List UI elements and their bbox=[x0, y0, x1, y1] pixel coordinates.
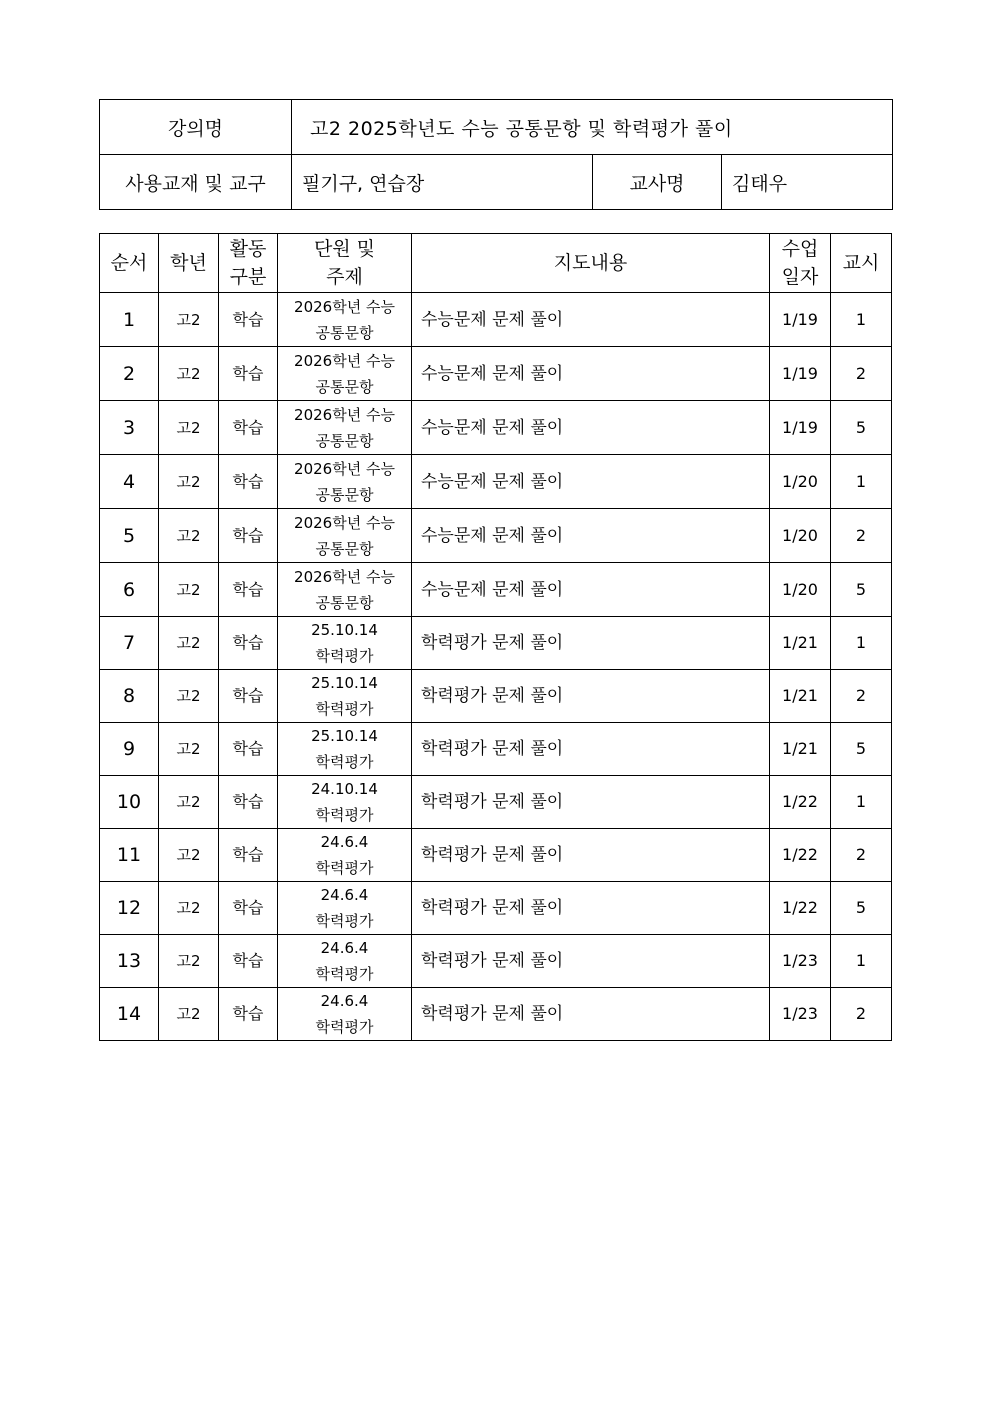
table-row bbox=[100, 509, 892, 563]
header-topic-line1: 단원 및 bbox=[313, 238, 376, 260]
cell-grade: 고2 bbox=[159, 617, 219, 670]
header-date bbox=[770, 234, 831, 293]
cell-activity: 학습 bbox=[219, 563, 278, 617]
header-grade: 학년 bbox=[159, 234, 219, 293]
cell-order: 11 bbox=[100, 829, 159, 882]
cell-period: 5 bbox=[831, 882, 892, 935]
cell-topic bbox=[278, 401, 412, 455]
cell-grade: 고2 bbox=[159, 670, 219, 723]
table-row bbox=[100, 776, 892, 829]
topic-line1: 24.6.4 bbox=[320, 992, 369, 1010]
topic-line1: 2026학년 수능 bbox=[294, 567, 395, 586]
header-topic bbox=[278, 234, 412, 293]
cell-grade: 고2 bbox=[159, 988, 219, 1041]
cell-topic bbox=[278, 455, 412, 509]
course-label: 강의명 bbox=[100, 100, 292, 155]
cell-activity: 학습 bbox=[219, 882, 278, 935]
topic-line1: 2026학년 수능 bbox=[294, 351, 395, 370]
cell-topic bbox=[278, 829, 412, 882]
materials-row bbox=[100, 155, 893, 210]
cell-order: 5 bbox=[100, 509, 159, 563]
topic-line1: 25.10.14 bbox=[311, 727, 378, 745]
table-row bbox=[100, 563, 892, 617]
topic-line2: 학력평가 bbox=[315, 1018, 374, 1036]
cell-order: 3 bbox=[100, 401, 159, 455]
materials-label: 사용교재 및 교구 bbox=[100, 155, 292, 210]
cell-grade: 고2 bbox=[159, 882, 219, 935]
cell-activity: 학습 bbox=[219, 617, 278, 670]
cell-topic bbox=[278, 882, 412, 935]
topic-line1: 2026학년 수능 bbox=[294, 459, 395, 478]
cell-grade: 고2 bbox=[159, 723, 219, 776]
cell-period: 5 bbox=[831, 401, 892, 455]
table-row bbox=[100, 401, 892, 455]
cell-period: 1 bbox=[831, 617, 892, 670]
cell-date: 1/19 bbox=[770, 401, 831, 455]
cell-content: 학력평가 문제 풀이 bbox=[412, 776, 770, 829]
cell-activity: 학습 bbox=[219, 829, 278, 882]
cell-period: 2 bbox=[831, 347, 892, 401]
cell-date: 1/23 bbox=[770, 935, 831, 988]
cell-period: 2 bbox=[831, 988, 892, 1041]
course-row bbox=[100, 100, 893, 155]
table-row bbox=[100, 617, 892, 670]
cell-order: 8 bbox=[100, 670, 159, 723]
cell-date: 1/20 bbox=[770, 509, 831, 563]
header-activity-line1: 활동 bbox=[229, 238, 267, 260]
cell-grade: 고2 bbox=[159, 293, 219, 347]
cell-period: 1 bbox=[831, 293, 892, 347]
topic-line2: 공통문항 bbox=[315, 485, 374, 504]
topic-line2: 학력평가 bbox=[315, 859, 374, 877]
cell-content: 수능문제 문제 풀이 bbox=[412, 347, 770, 401]
topic-line1: 2026학년 수능 bbox=[294, 513, 395, 532]
cell-date: 1/19 bbox=[770, 293, 831, 347]
cell-grade: 고2 bbox=[159, 347, 219, 401]
cell-order: 14 bbox=[100, 988, 159, 1041]
cell-order: 6 bbox=[100, 563, 159, 617]
cell-date: 1/21 bbox=[770, 723, 831, 776]
topic-line1: 25.10.14 bbox=[311, 621, 378, 639]
cell-period: 2 bbox=[831, 670, 892, 723]
course-value: 고2 2025학년도 수능 공통문항 및 학력평가 풀이 bbox=[292, 100, 893, 155]
topic-line2: 학력평가 bbox=[315, 647, 374, 665]
cell-topic bbox=[278, 935, 412, 988]
cell-content: 수능문제 문제 풀이 bbox=[412, 401, 770, 455]
cell-topic bbox=[278, 563, 412, 617]
cell-date: 1/22 bbox=[770, 829, 831, 882]
cell-topic bbox=[278, 776, 412, 829]
cell-activity: 학습 bbox=[219, 347, 278, 401]
cell-activity: 학습 bbox=[219, 988, 278, 1041]
cell-content: 수능문제 문제 풀이 bbox=[412, 455, 770, 509]
cell-content: 수능문제 문제 풀이 bbox=[412, 563, 770, 617]
cell-order: 1 bbox=[100, 293, 159, 347]
cell-period: 2 bbox=[831, 509, 892, 563]
cell-order: 12 bbox=[100, 882, 159, 935]
topic-line2: 공통문항 bbox=[315, 323, 374, 342]
cell-activity: 학습 bbox=[219, 509, 278, 563]
topic-line1: 24.6.4 bbox=[320, 886, 369, 904]
cell-topic bbox=[278, 293, 412, 347]
topic-line1: 25.10.14 bbox=[311, 674, 378, 692]
cell-order: 9 bbox=[100, 723, 159, 776]
header-topic-line2: 주제 bbox=[326, 266, 363, 288]
cell-period: 1 bbox=[831, 776, 892, 829]
cell-date: 1/22 bbox=[770, 882, 831, 935]
header-order: 순서 bbox=[100, 234, 159, 293]
header-content: 지도내용 bbox=[412, 234, 770, 293]
cell-content: 학력평가 문제 풀이 bbox=[412, 988, 770, 1041]
header-date-line2: 일자 bbox=[781, 266, 819, 288]
cell-date: 1/20 bbox=[770, 455, 831, 509]
cell-grade: 고2 bbox=[159, 509, 219, 563]
cell-grade: 고2 bbox=[159, 935, 219, 988]
topic-line2: 학력평가 bbox=[315, 806, 374, 824]
schedule-table bbox=[99, 233, 892, 1041]
cell-content: 학력평가 문제 풀이 bbox=[412, 670, 770, 723]
cell-order: 13 bbox=[100, 935, 159, 988]
schedule-body bbox=[100, 293, 892, 1041]
materials-value: 필기구, 연습장 bbox=[292, 155, 593, 210]
cell-period: 1 bbox=[831, 455, 892, 509]
cell-activity: 학습 bbox=[219, 776, 278, 829]
header-activity-line2: 구분 bbox=[229, 266, 267, 288]
table-row bbox=[100, 882, 892, 935]
topic-line2: 공통문항 bbox=[315, 431, 374, 450]
topic-line2: 학력평가 bbox=[315, 753, 374, 771]
schedule-header-row bbox=[100, 234, 892, 293]
cell-topic bbox=[278, 670, 412, 723]
cell-topic bbox=[278, 723, 412, 776]
cell-topic bbox=[278, 347, 412, 401]
cell-activity: 학습 bbox=[219, 935, 278, 988]
cell-order: 4 bbox=[100, 455, 159, 509]
table-row bbox=[100, 455, 892, 509]
cell-content: 수능문제 문제 풀이 bbox=[412, 509, 770, 563]
cell-order: 10 bbox=[100, 776, 159, 829]
header-activity bbox=[219, 234, 278, 293]
topic-line2: 학력평가 bbox=[315, 912, 374, 930]
teacher-value: 김태우 bbox=[722, 155, 893, 210]
table-row bbox=[100, 347, 892, 401]
cell-date: 1/20 bbox=[770, 563, 831, 617]
cell-date: 1/22 bbox=[770, 776, 831, 829]
cell-date: 1/23 bbox=[770, 988, 831, 1041]
cell-period: 5 bbox=[831, 723, 892, 776]
topic-line1: 24.6.4 bbox=[320, 833, 369, 851]
cell-content: 학력평가 문제 풀이 bbox=[412, 617, 770, 670]
topic-line2: 공통문항 bbox=[315, 593, 374, 612]
header-period: 교시 bbox=[831, 234, 892, 293]
table-row bbox=[100, 723, 892, 776]
cell-grade: 고2 bbox=[159, 563, 219, 617]
table-row bbox=[100, 988, 892, 1041]
topic-line1: 24.6.4 bbox=[320, 939, 369, 957]
cell-period: 1 bbox=[831, 935, 892, 988]
table-row bbox=[100, 935, 892, 988]
cell-date: 1/21 bbox=[770, 670, 831, 723]
cell-topic bbox=[278, 617, 412, 670]
topic-line2: 공통문항 bbox=[315, 377, 374, 396]
table-row bbox=[100, 829, 892, 882]
cell-content: 학력평가 문제 풀이 bbox=[412, 829, 770, 882]
topic-line2: 공통문항 bbox=[315, 539, 374, 558]
table-row bbox=[100, 670, 892, 723]
cell-grade: 고2 bbox=[159, 455, 219, 509]
cell-period: 2 bbox=[831, 829, 892, 882]
cell-content: 학력평가 문제 풀이 bbox=[412, 723, 770, 776]
topic-line2: 학력평가 bbox=[315, 965, 374, 983]
cell-topic bbox=[278, 988, 412, 1041]
cell-activity: 학습 bbox=[219, 293, 278, 347]
cell-grade: 고2 bbox=[159, 776, 219, 829]
teacher-label: 교사명 bbox=[593, 155, 722, 210]
topic-line1: 2026학년 수능 bbox=[294, 297, 395, 316]
cell-activity: 학습 bbox=[219, 723, 278, 776]
cell-order: 7 bbox=[100, 617, 159, 670]
table-row bbox=[100, 293, 892, 347]
cell-grade: 고2 bbox=[159, 829, 219, 882]
topic-line1: 2026학년 수능 bbox=[294, 405, 395, 424]
cell-grade: 고2 bbox=[159, 401, 219, 455]
cell-period: 5 bbox=[831, 563, 892, 617]
cell-activity: 학습 bbox=[219, 670, 278, 723]
cell-date: 1/19 bbox=[770, 347, 831, 401]
course-info-table bbox=[99, 99, 893, 210]
cell-order: 2 bbox=[100, 347, 159, 401]
cell-date: 1/21 bbox=[770, 617, 831, 670]
cell-content: 학력평가 문제 풀이 bbox=[412, 935, 770, 988]
topic-line2: 학력평가 bbox=[315, 700, 374, 718]
cell-topic bbox=[278, 509, 412, 563]
cell-activity: 학습 bbox=[219, 455, 278, 509]
cell-activity: 학습 bbox=[219, 401, 278, 455]
cell-content: 학력평가 문제 풀이 bbox=[412, 882, 770, 935]
header-date-line1: 수업 bbox=[781, 238, 819, 260]
topic-line1: 24.10.14 bbox=[311, 780, 378, 798]
cell-content: 수능문제 문제 풀이 bbox=[412, 293, 770, 347]
